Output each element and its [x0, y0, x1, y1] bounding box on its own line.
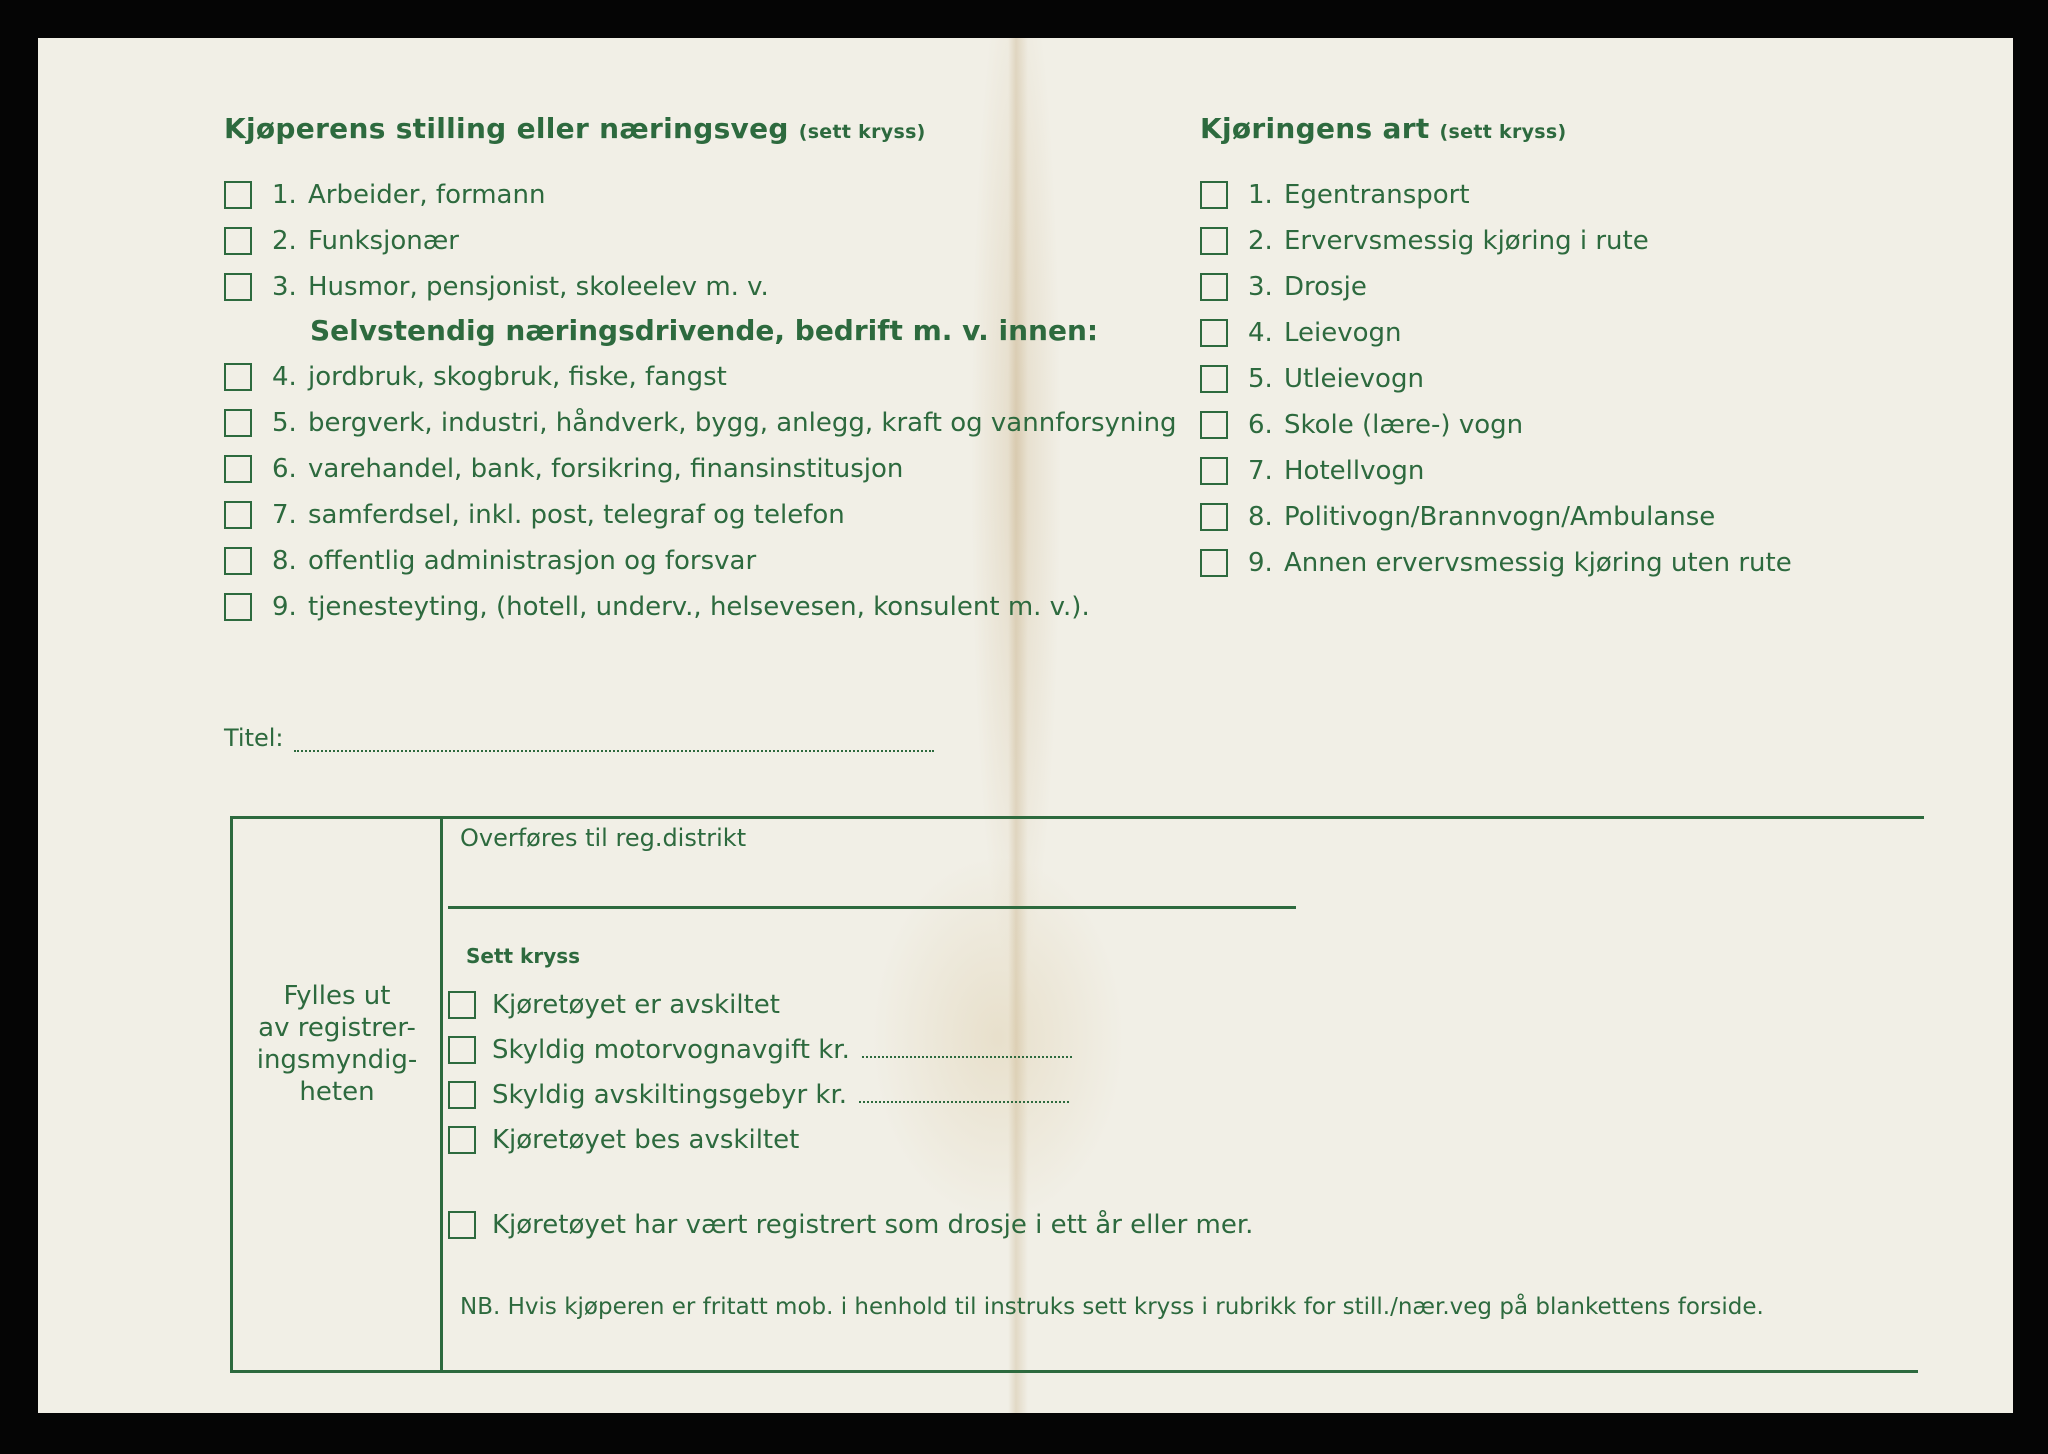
checkbox[interactable] [224, 363, 252, 391]
option-label: varehandel, bank, forsikring, finansinstitusjon [308, 454, 904, 484]
checkbox[interactable] [224, 181, 252, 209]
checkbox[interactable] [1200, 365, 1228, 393]
check-label: Kjøretøyet bes avskiltet [492, 1125, 800, 1155]
driving-option-7[interactable] [1200, 456, 1424, 486]
box-left-border [230, 816, 233, 1373]
option-label: Politivogn/Brannvogn/Ambulanse [1284, 502, 1716, 532]
option-label: Arbeider, formann [308, 180, 546, 210]
checkbox[interactable] [1200, 181, 1228, 209]
transfer-district-label: Overføres til reg.distrikt [460, 824, 747, 852]
option-number: 2. [1248, 226, 1273, 256]
buyer-occupation-title: Kjøperens stilling eller næringsveg [224, 112, 789, 145]
self-employed-subheading: Selvstendig næringsdrivende, bedrift m. v. innen: [310, 314, 1099, 347]
checkbox[interactable] [1200, 549, 1228, 577]
checkbox[interactable] [448, 991, 476, 1019]
option-number: 6. [1248, 410, 1273, 440]
option-number: 5. [272, 408, 297, 438]
checkbox[interactable] [448, 1036, 476, 1064]
option-number: 6. [272, 454, 297, 484]
option-label: Annen ervervsmessig kjøring uten rute [1284, 548, 1792, 578]
check-label: Kjøretøyet er avskiltet [492, 990, 780, 1020]
box-column-divider [440, 816, 443, 1370]
check-label: Kjøretøyet har vært registrert som drosje i ett år eller mer. [492, 1210, 1254, 1240]
amount-dotted-line[interactable] [862, 1042, 1072, 1058]
district-underline [448, 906, 1296, 909]
option-number: 8. [272, 546, 297, 576]
driving-type-heading [1200, 112, 1567, 145]
option-label: Hotellvogn [1284, 456, 1425, 486]
checkbox[interactable] [448, 1211, 476, 1239]
checkbox[interactable] [1200, 319, 1228, 347]
driving-option-6[interactable] [1200, 410, 1523, 440]
occupation-option-9[interactable] [224, 592, 1090, 622]
title-field[interactable] [224, 724, 934, 752]
option-number: 8. [1248, 502, 1273, 532]
checkbox[interactable] [224, 593, 252, 621]
driving-option-4[interactable] [1200, 318, 1402, 348]
checkbox[interactable] [1200, 411, 1228, 439]
option-label: Skole (lære-) vogn [1284, 410, 1524, 440]
box-top-border [230, 816, 1924, 819]
option-label: Ervervsmessig kjøring i rute [1284, 226, 1649, 256]
option-number: 4. [272, 362, 297, 392]
exemption-note: NB. Hvis kjøperen er fritatt mob. i henhold til instruks sett kryss i rubrikk for still./nær.veg på blankettens forside. [460, 1294, 1764, 1320]
title-field-dotted-line[interactable] [294, 750, 934, 752]
driving-option-3[interactable] [1200, 272, 1367, 302]
amount-dotted-line[interactable] [859, 1087, 1069, 1103]
driving-option-8[interactable] [1200, 502, 1715, 532]
option-number: 7. [272, 500, 297, 530]
checkbox[interactable] [224, 409, 252, 437]
option-label: offentlig administrasjon og forsvar [308, 546, 757, 576]
option-number: 5. [1248, 364, 1273, 394]
occupation-option-4[interactable] [224, 362, 727, 392]
buyer-occupation-heading [224, 112, 926, 145]
registry-check-3[interactable] [448, 1080, 1069, 1110]
check-label: Skyldig avskiltingsgebyr kr. [492, 1080, 848, 1110]
checkbox[interactable] [224, 455, 252, 483]
checkbox[interactable] [1200, 503, 1228, 531]
occupation-option-7[interactable] [224, 500, 845, 530]
driving-type-title: Kjøringens art [1200, 112, 1430, 145]
option-label: Egentransport [1284, 180, 1470, 210]
checkbox[interactable] [448, 1126, 476, 1154]
buyer-occupation-note: (sett kryss) [798, 121, 926, 143]
checkbox[interactable] [224, 501, 252, 529]
option-label: Funksjonær [308, 226, 459, 256]
option-label: bergverk, industri, håndverk, bygg, anlegg, kraft og vannforsyning [308, 408, 1177, 438]
option-number: 4. [1248, 318, 1273, 348]
registry-check-2[interactable] [448, 1035, 1072, 1065]
option-number: 9. [272, 592, 297, 622]
option-label: Husmor, pensjonist, skoleelev m. v. [308, 272, 769, 302]
registry-check-1[interactable] [448, 990, 780, 1020]
option-number: 2. [272, 226, 297, 256]
driving-option-9[interactable] [1200, 548, 1792, 578]
occupation-option-5[interactable] [224, 408, 1177, 438]
driving-option-2[interactable] [1200, 226, 1649, 256]
option-number: 3. [1248, 272, 1273, 302]
occupation-option-8[interactable] [224, 546, 756, 576]
option-number: 1. [1248, 180, 1273, 210]
checkbox[interactable] [224, 273, 252, 301]
option-label: Drosje [1284, 272, 1367, 302]
option-label: samferdsel, inkl. post, telegraf og telefon [308, 500, 845, 530]
checkbox[interactable] [1200, 457, 1228, 485]
title-field-label: Titel: [224, 724, 284, 752]
option-label: Leievogn [1284, 318, 1402, 348]
box-bottom-border [230, 1370, 1918, 1373]
driving-option-5[interactable] [1200, 364, 1424, 394]
occupation-option-3[interactable] [224, 272, 769, 302]
checkbox[interactable] [224, 227, 252, 255]
registry-side-label: Fylles ut av registrer- ingsmyndig- heten [256, 981, 418, 1107]
registry-check-4[interactable] [448, 1125, 799, 1155]
check-label: Skyldig motorvognavgift kr. [492, 1035, 850, 1065]
checkbox[interactable] [448, 1081, 476, 1109]
option-label: Utleievogn [1284, 364, 1424, 394]
driving-option-1[interactable] [1200, 180, 1470, 210]
option-number: 9. [1248, 548, 1273, 578]
driving-type-note: (sett kryss) [1439, 121, 1567, 143]
occupation-option-1[interactable] [224, 180, 545, 210]
option-label: tjenesteyting, (hotell, underv., helsevesen, konsulent m. v.). [308, 592, 1090, 622]
option-number: 7. [1248, 456, 1273, 486]
checkbox[interactable] [224, 547, 252, 575]
sett-kryss-label: Sett kryss [466, 944, 581, 968]
occupation-option-6[interactable] [224, 454, 903, 484]
option-label: jordbruk, skogbruk, fiske, fangst [308, 362, 727, 392]
option-number: 1. [272, 180, 297, 210]
checkbox[interactable] [1200, 227, 1228, 255]
drosje-check[interactable] [448, 1210, 1253, 1240]
option-number: 3. [272, 272, 297, 302]
checkbox[interactable] [1200, 273, 1228, 301]
occupation-option-2[interactable] [224, 226, 459, 256]
